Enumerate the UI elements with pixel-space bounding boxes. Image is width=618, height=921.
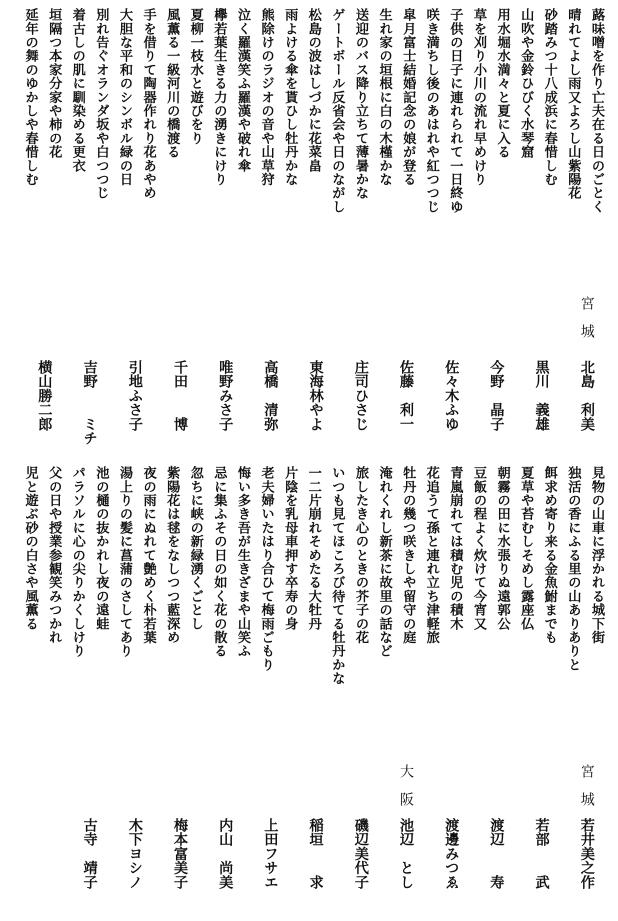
haiku-text: 蕗味噌を作り亡夫在る日のごとく bbox=[588, 8, 604, 214]
author-name: 若部 武 bbox=[533, 818, 550, 889]
author-name: 磯辺美代子 bbox=[352, 818, 369, 889]
author-name: 唯野みさ子 bbox=[217, 360, 234, 431]
haiku-text: 生れ家の垣根に白の木槿かな bbox=[376, 8, 392, 187]
author-name: 佐々木ふゆ bbox=[443, 360, 460, 431]
haiku-text: 悔い多き吾が生きざまや山笑ふ bbox=[234, 466, 250, 658]
top-haiku-block bbox=[8, 8, 608, 458]
haiku-text: 湯上りの髪に菖蒲のさしてあり bbox=[116, 466, 132, 658]
author-name: 古寺 靖子 bbox=[81, 818, 98, 889]
author-name: 今野 晶子 bbox=[488, 360, 505, 431]
haiku-text: 別れ告ぐオランダ坂や白つつじ bbox=[93, 8, 109, 200]
haiku-text: 送迎のバス降り立ちて薄暑かな bbox=[352, 8, 368, 200]
author-name: 渡辺 寿 bbox=[488, 818, 505, 889]
haiku-text: 父の日や授業参観笑みつかれ bbox=[46, 466, 62, 645]
haiku-text: 片陰を乳母車押す卒寿の身 bbox=[282, 466, 298, 631]
prefecture-label: 大阪 bbox=[398, 764, 414, 820]
haiku-text: 朝霧の田に水張りぬ遠郭公 bbox=[494, 466, 510, 631]
haiku-text: 垣隔つ本家分家や柿の花 bbox=[46, 8, 62, 159]
haiku-text: 青嵐崩れては積む児の積木 bbox=[447, 466, 463, 631]
haiku-text: 夏草や苔むしそめし露座仏 bbox=[518, 466, 534, 631]
haiku-text: 咲き満ちし後のあはれや紅つつじ bbox=[423, 8, 439, 214]
haiku-text: 山吹や金鈴ひびく水琴窟 bbox=[518, 8, 534, 159]
haiku-text: 夏柳一枝水と遊びをり bbox=[187, 8, 203, 145]
haiku-text: 皐月富士結婚記念の娘が登る bbox=[400, 8, 416, 187]
haiku-text: 風薫る一級河川の橋渡る bbox=[164, 8, 180, 159]
haiku-text: 草を刈り小川の流れ早めけり bbox=[470, 8, 486, 187]
haiku-text: 一二片崩れそめたる大牡丹 bbox=[305, 466, 321, 631]
author-name: 庄司ひさじ bbox=[352, 360, 369, 431]
haiku-text: 老夫婦いたはり合ひて梅雨ごもり bbox=[258, 466, 274, 672]
haiku-text: 独活の香にふる里の山ありありと bbox=[565, 466, 581, 672]
haiku-text: 晴れてよし雨又よろし山紫陽花 bbox=[565, 8, 581, 200]
haiku-text: 用水堀水満々と夏に入る bbox=[494, 8, 510, 159]
prefecture-label: 宮城 bbox=[578, 296, 595, 352]
haiku-text: 夜の雨にぬれて艶めく朴若葉 bbox=[140, 466, 156, 645]
author-name: 佐藤 利一 bbox=[398, 360, 414, 431]
haiku-text: 淹れくれし新茶に故里の話など bbox=[376, 466, 392, 658]
author-name: 横山勝二郎 bbox=[36, 360, 53, 431]
author-name: 黒川 義雄 bbox=[533, 360, 550, 431]
haiku-text: 花追うて孫と連れ立ち津軽旅 bbox=[423, 466, 439, 645]
haiku-text: 着古しの肌に馴染める更衣 bbox=[69, 8, 85, 173]
haiku-text: 欅若葉生きる力の湧きにけり bbox=[211, 8, 227, 187]
haiku-text: 子供の日子に連れられて一日終ゆ bbox=[447, 8, 463, 214]
haiku-text: 旅したき心のときの芥子の花 bbox=[352, 466, 368, 645]
author-name: 木下ヨシノ bbox=[126, 818, 143, 889]
author-name: 若井美之作 bbox=[578, 818, 595, 889]
haiku-text: 延年の舞のゆかしや春惜しむ bbox=[22, 8, 38, 187]
haiku-text: 雨よける傘を貰ひし牡丹かな bbox=[282, 8, 298, 187]
haiku-text: 餌求め寄り来る金魚鮒までも bbox=[541, 466, 557, 645]
haiku-text: 松島の波はしづかに花菜畠 bbox=[305, 8, 321, 173]
bottom-haiku-block bbox=[8, 466, 608, 916]
haiku-text: 熊除けのラジオの音や山草狩 bbox=[258, 8, 274, 187]
haiku-text: 泣く羅漢笑ふ羅漢や破れ傘 bbox=[234, 8, 250, 173]
author-name: 北島 利美 bbox=[578, 360, 595, 431]
haiku-text: 手を借りて陶器作れり花あやめ bbox=[140, 8, 156, 200]
haiku-text: いつも見てほころび待てる牡丹かな bbox=[329, 466, 345, 686]
haiku-text: 牡丹の幾つ咲きしや留守の庭 bbox=[400, 466, 416, 645]
haiku-text: 大胆な平和のシンボル緑の日 bbox=[116, 8, 132, 187]
author-name: 渡邊みつゑ bbox=[443, 818, 460, 889]
author-name: 梅本富美子 bbox=[172, 818, 188, 889]
author-name: 稲垣 求 bbox=[307, 818, 324, 889]
author-name: 内山 尚美 bbox=[217, 818, 234, 889]
haiku-text: 豆飯の程よく炊けて今宵又 bbox=[470, 466, 486, 631]
author-name: 上田フサエ bbox=[262, 818, 279, 889]
haiku-text: 児と遊ぶ砂の白さや風薫る bbox=[22, 466, 38, 631]
author-name: 東海林やよ bbox=[307, 360, 324, 431]
haiku-text: 紫陽花は毬をなしつつ藍深め bbox=[164, 466, 180, 645]
haiku-text: 見物の山車に浮かれる城下街 bbox=[588, 466, 604, 645]
author-name: 引地ふさ子 bbox=[126, 360, 143, 431]
haiku-text: パラソルに心の尖りかくしけり bbox=[69, 466, 85, 658]
prefecture-label: 宮城 bbox=[578, 764, 595, 820]
haiku-text: 砂踏みつ十八成浜に春惜しむ bbox=[541, 8, 557, 187]
haiku-text: 忽ちに峡の新緑湧くごとし bbox=[187, 466, 203, 631]
haiku-text: 忌に集ふその日の如く花の散る bbox=[211, 466, 227, 658]
author-name: 高橋 清弥 bbox=[262, 360, 279, 431]
haiku-text: ゲートボール反省会や日のながし bbox=[329, 8, 345, 214]
author-name: 池辺 とし bbox=[398, 818, 414, 889]
haiku-text: 池の樋の抜かれし夜の遠蛙 bbox=[93, 466, 109, 631]
author-name: 吉野 ミチ bbox=[81, 360, 98, 446]
author-name: 千田 博 bbox=[172, 360, 188, 431]
